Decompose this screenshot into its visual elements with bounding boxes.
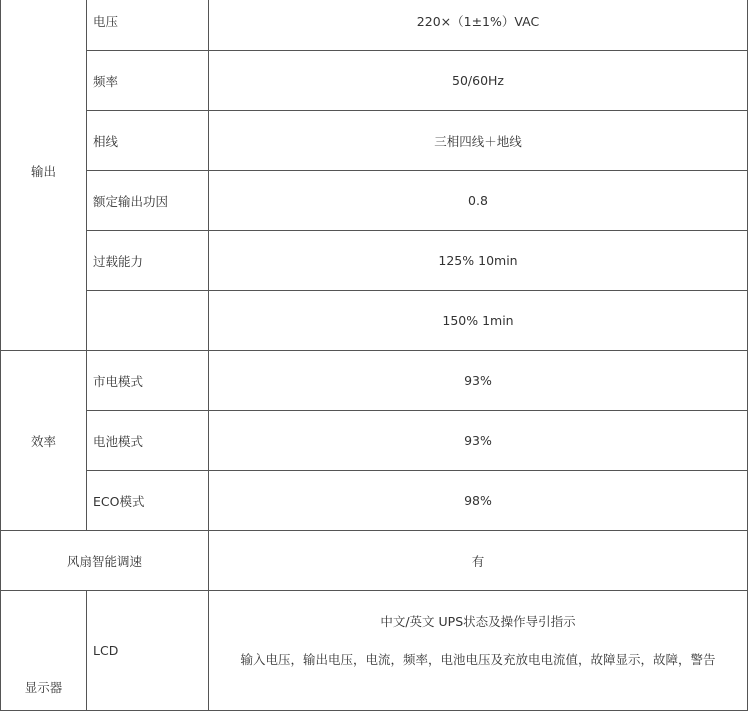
category-efficiency: 效率 — [1, 351, 87, 531]
param-label: 电压 — [87, 0, 209, 51]
param-label: 相线 — [87, 111, 209, 171]
param-label: 额定输出功因 — [87, 171, 209, 231]
table-row — [1, 351, 748, 411]
param-value: 93% — [209, 351, 748, 411]
table-row — [1, 231, 748, 291]
param-value: 150% 1min — [209, 291, 748, 351]
param-value: 三相四线＋地线 — [209, 111, 748, 171]
param-value: 93% — [209, 411, 748, 471]
category-output: 输出 — [1, 0, 87, 351]
param-value: 50/60Hz — [209, 51, 748, 111]
lcd-description — [209, 591, 748, 711]
category-display: 显示器 — [1, 591, 87, 711]
lcd-line-2: 输入电压，输出电压，电流，频率，电池电压及充放电电流值，故障显示，故障，警告 — [240, 652, 716, 667]
param-label: 过载能力 — [87, 231, 209, 291]
param-label: 频率 — [87, 51, 209, 111]
param-value: 有 — [209, 531, 748, 591]
table-row — [1, 171, 748, 231]
table-row — [1, 591, 748, 711]
table-row — [1, 531, 748, 591]
param-value: 220×（1±1%）VAC — [209, 0, 748, 51]
table-row — [1, 411, 748, 471]
param-label: LCD — [87, 591, 209, 711]
param-value: 0.8 — [209, 171, 748, 231]
param-value: 125% 10min — [209, 231, 748, 291]
table-row — [1, 0, 748, 51]
category-fan: 风扇智能调速 — [1, 531, 209, 591]
table-row — [1, 471, 748, 531]
param-label: ECO模式 — [87, 471, 209, 531]
table-row — [1, 51, 748, 111]
param-label: 市电模式 — [87, 351, 209, 411]
table-row — [1, 291, 748, 351]
table-row — [1, 111, 748, 171]
param-label: 电池模式 — [87, 411, 209, 471]
param-value: 98% — [209, 471, 748, 531]
lcd-line-1: 中文/英文 UPS状态及操作导引指示 — [380, 614, 576, 629]
param-label — [87, 291, 209, 351]
